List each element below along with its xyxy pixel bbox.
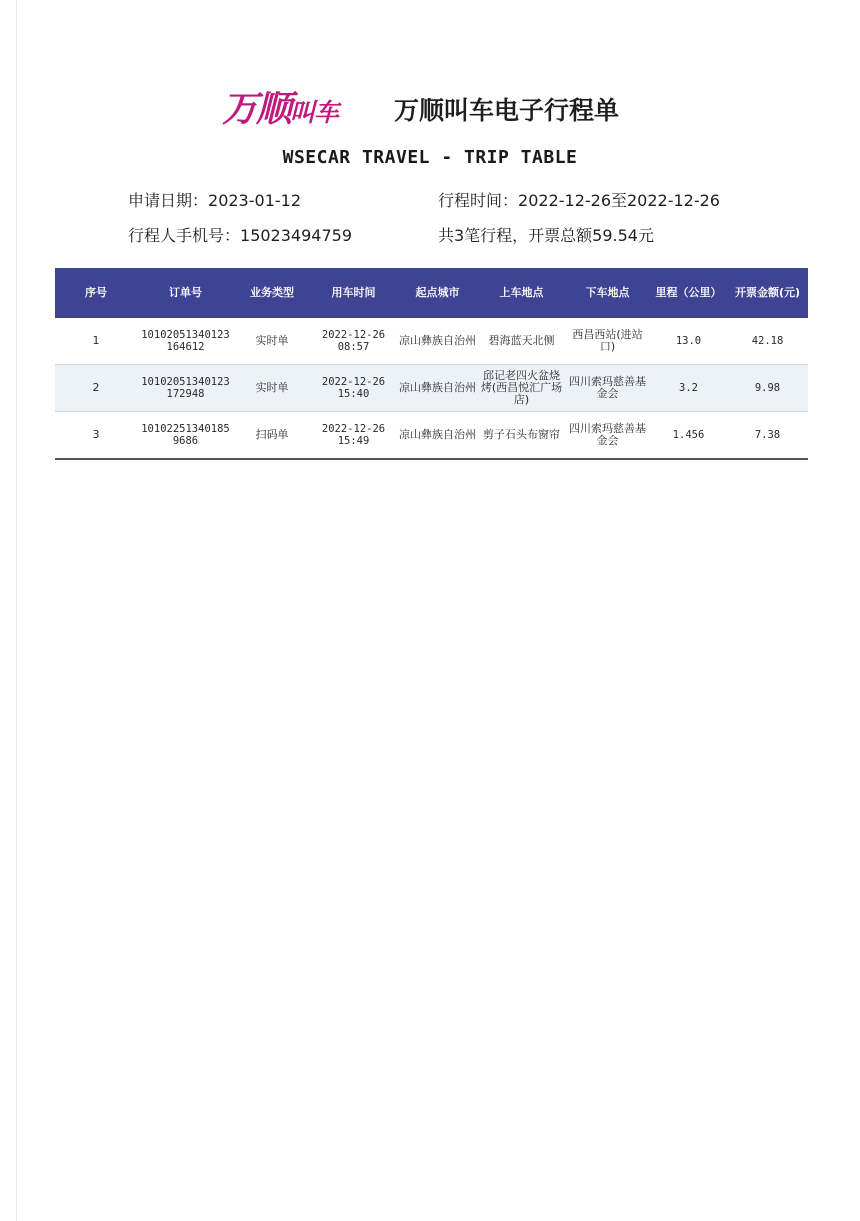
cell-order-no <box>137 365 234 412</box>
time-date-text: 2022-12-26 <box>321 329 386 341</box>
table-row <box>55 365 808 412</box>
distance-text: 1.456 <box>672 429 705 441</box>
distance-text: 3.2 <box>679 382 698 394</box>
column-header: 订单号 <box>137 268 234 317</box>
cell-index: 2 <box>55 365 137 412</box>
trip-time-label: 行程时间： <box>438 191 519 210</box>
distance-text: 13.0 <box>675 335 702 347</box>
apply-date <box>128 188 301 211</box>
cell-time <box>310 412 397 460</box>
cell-amount <box>727 365 808 412</box>
cell-dropoff: 西昌西站(进站口) <box>565 317 650 365</box>
cell-distance <box>650 365 727 412</box>
logo-text-main: 万顺 <box>222 89 291 130</box>
cell-city: 凉山彝族自治州 <box>397 317 478 365</box>
cell-city: 凉山彝族自治州 <box>397 365 478 412</box>
cell-dropoff: 四川索玛慈善基金会 <box>565 412 650 460</box>
column-header: 用车时间 <box>310 268 397 317</box>
trip-time-value: 2022-12-26至2022-12-26 <box>518 191 720 210</box>
trip-time <box>438 188 720 211</box>
table-header-row <box>55 268 808 317</box>
time-clock-text: 15:49 <box>337 435 370 447</box>
cell-pickup: 邱记老四火盆烧烤(西昌悦汇广场店) <box>478 365 565 412</box>
column-header: 起点城市 <box>397 268 478 317</box>
table-row <box>55 412 808 460</box>
scan-edge-line <box>16 0 17 1221</box>
cell-index: 1 <box>55 317 137 365</box>
cell-city: 凉山彝族自治州 <box>397 412 478 460</box>
cell-distance <box>650 412 727 460</box>
document-title: 万顺叫车电子行程单 <box>394 96 620 125</box>
phone-label: 行程人手机号： <box>128 226 241 245</box>
cell-amount <box>727 412 808 460</box>
cell-amount <box>727 317 808 365</box>
cell-time <box>310 317 397 365</box>
time-clock-text: 08:57 <box>337 341 370 353</box>
cell-type: 实时单 <box>234 317 310 365</box>
trip-table <box>55 268 808 460</box>
wanshun-logo <box>222 88 338 138</box>
cell-distance <box>650 317 727 365</box>
time-clock-text: 15:40 <box>337 388 370 400</box>
column-header: 序号 <box>55 268 137 317</box>
cell-dropoff: 四川索玛慈善基金会 <box>565 365 650 412</box>
phone-value: 15023494759 <box>240 226 352 245</box>
amount-text: 9.98 <box>754 382 781 394</box>
cell-type: 扫码单 <box>234 412 310 460</box>
passenger-phone <box>128 223 352 246</box>
document-subtitle: WSECAR TRAVEL - TRIP TABLE <box>282 147 578 168</box>
order-no-text: 101022513401859686 <box>141 423 230 447</box>
time-date-text: 2022-12-26 <box>321 423 386 435</box>
cell-pickup: 剪子石头布窗帘 <box>478 412 565 460</box>
amount-text: 7.38 <box>754 429 781 441</box>
cell-index: 3 <box>55 412 137 460</box>
order-no-text: 10102051340123164612 <box>141 329 230 353</box>
column-header: 业务类型 <box>234 268 310 317</box>
column-header: 上车地点 <box>478 268 565 317</box>
cell-time <box>310 365 397 412</box>
apply-date-value: 2023-01-12 <box>208 191 301 210</box>
table-row <box>55 317 808 365</box>
order-no-text: 10102051340123172948 <box>141 376 230 400</box>
cell-order-no <box>137 317 234 365</box>
logo-text-sub: 叫车 <box>290 98 339 127</box>
time-date-text: 2022-12-26 <box>321 376 386 388</box>
apply-date-label: 申请日期： <box>128 191 209 210</box>
trip-summary: 共3笔行程，开票总额59.54元 <box>438 226 654 245</box>
cell-order-no <box>137 412 234 460</box>
amount-text: 42.18 <box>751 335 784 347</box>
cell-pickup: 碧海蓝天北侧 <box>478 317 565 365</box>
column-header: 下车地点 <box>565 268 650 317</box>
cell-type: 实时单 <box>234 365 310 412</box>
document-header <box>0 88 860 132</box>
column-header: 开票金额(元) <box>727 268 808 317</box>
column-header: 里程（公里） <box>650 268 727 317</box>
trip-table-container <box>55 268 808 460</box>
